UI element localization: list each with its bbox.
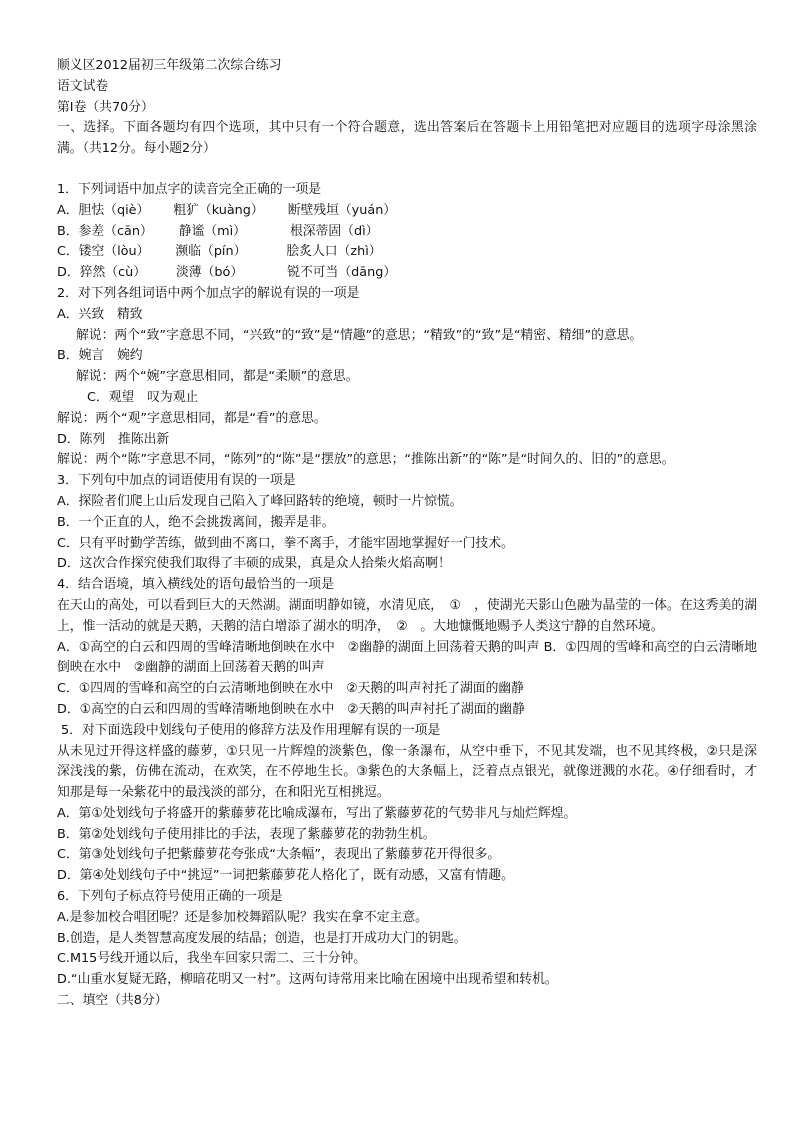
- q3-option-d: D．这次合作探究使我们取得了丰硕的成果，真是众人拾柴火焰高啊！: [57, 556, 451, 572]
- q6-stem: 6．下列句子标点符号使用正确的一项是: [57, 889, 283, 905]
- q3-option-a: A．探险者们爬上山后发现自己陷入了峰回路转的绝境，顿时一片惊慌。: [57, 493, 463, 509]
- q6-option-b: B.创造，是人类智慧高度发展的结晶；创造，也是打开成功大门的钥匙。: [57, 930, 467, 946]
- q1-option-b: B．参差（cān） 静谧（mì） 根深蒂固（dì）: [57, 223, 379, 239]
- q1-option-a: A．胆怯（qiè） 粗犷（kuàng） 断壁残垣（yuán）: [57, 202, 397, 218]
- q4-options-ab: A．①高空的白云和四周的雪峰清晰地倒映在水中 ②幽静的湖面上回荡着天鹅的叫声 B．①四周的雪峰和高空的白云清晰地倒映在水中 ②幽静的湖面上回荡着天鹅的叫声: [57, 639, 757, 676]
- q2-stem: 2．对下列各组词语中两个加点字的解说有误的一项是: [57, 285, 360, 301]
- exam-district-title: 顺义区2012届初三年级第二次综合练习: [57, 58, 282, 73]
- q2-option-d: D．陈列 推陈出新: [57, 431, 170, 447]
- q2-option-b: B．婉言 婉约: [57, 348, 143, 364]
- exam-page: [57, 56, 757, 1012]
- q6-option-c: C.M15号线开通以后，我坐车回家只需二、三十分钟。: [57, 951, 367, 967]
- q3-option-b: B．一个正直的人，绝不会挑拨离间，搬弄是非。: [57, 514, 335, 530]
- section2-title: 二、填空（共8分）: [57, 993, 168, 1009]
- q5-option-b: B．第②处划线句子使用排比的手法，表现了紫藤萝花的勃勃生机。: [57, 826, 436, 842]
- q4-stem: 4．结合语境，填入横线处的语句最恰当的一项是: [57, 577, 334, 593]
- q4-option-c: C．①四周的雪峰和高空的白云清晰地倒映在水中 ②天鹅的叫声衬托了湖面的幽静: [57, 681, 524, 697]
- q1-stem: 1．下列词语中加点字的读音完全正确的一项是: [57, 181, 322, 197]
- q2-option-d-explanation: 解说：两个“陈”字意思不同，“陈列”的“陈”是“摆放”的意思；“推陈出新”的“陈”是“时间久的、旧的”的意思。: [57, 452, 675, 468]
- q5-option-a: A．第①处划线句子将盛开的紫藤萝花比喻成瀑布，写出了紫藤萝花的气势非凡与灿烂辉煌。: [57, 805, 577, 821]
- q3-stem: 3．下列句中加点的词语使用有误的一项是: [57, 473, 296, 489]
- q1-option-c: C．镂空（lòu） 濒临（pín） 脍炙人口（zhì）: [57, 244, 382, 260]
- q2-option-a-explanation: 解说：两个“致”字意思不同，“兴致”的“致”是“情趣”的意思；“精致”的“致”是“精密、精细”的意思。: [76, 327, 643, 343]
- q4-passage: 在天山的高处，可以看到巨大的天然湖。湖面明静如镜，水清见底， ① ，使湖光天影山色融为晶莹的一体。在这秀美的湖上，惟一活动的就是天鹅，天鹅的洁白增添了湖水的明净， ② 。大地慷慨地赐予人类这宁静的自然环境。: [57, 597, 757, 634]
- q5-option-d: D．第④处划线句子中“挑逗”一词把紫藤萝花人格化了，既有动感，又富有情趣。: [57, 868, 514, 884]
- exam-subject-title: 语文试卷: [57, 78, 109, 94]
- q5-option-c: C．第③处划线句子把紫藤萝花夸张成“大条幅”，表现出了紫藤萝花开得很多。: [57, 847, 501, 863]
- q6-option-d: D.“山重水复疑无路，柳暗花明又一村”。这两句诗常用来比喻在困境中出现希望和转机。: [57, 972, 558, 988]
- q1-option-d: D．猝然（cù） 淡薄（bó） 锐不可当（dāng）: [57, 265, 397, 281]
- blank-line: [57, 160, 757, 180]
- paper-part-title: 第Ⅰ卷（共70分）: [57, 99, 154, 115]
- q5-passage: 从未见过开得这样盛的藤萝，①只见一片辉煌的淡紫色，像一条瀑布，从空中垂下，不见其发端，也不见其终极，②只是深深浅浅的紫，仿佛在流动，在欢笑，在不停地生长。③紫色的大条幅上，泛着点点银光，就像迸溅的水花。④仔细看时，才知那是每一朵紫花中的最浅淡的部分，在和阳光互相挑逗。: [57, 743, 757, 801]
- q2-option-c-explanation: 解说：两个“观”字意思相同，都是“看”的意思。: [57, 410, 327, 426]
- q4-option-d: D．①高空的白云和四周的雪峰清晰地倒映在水中 ②天鹅的叫声衬托了湖面的幽静: [57, 701, 525, 717]
- q2-option-c: C．观望 叹为观止: [87, 389, 199, 405]
- q3-option-c: C．只有平时勤学苦练，做到曲不离口，拳不离手，才能牢固地掌握好一门技术。: [57, 535, 514, 551]
- q6-option-a: A.是参加校合唱团呢？还是参加校舞蹈队呢？我实在拿不定主意。: [57, 909, 428, 925]
- q2-option-b-explanation: 解说：两个“婉”字意思相同，都是“柔顺”的意思。: [76, 369, 359, 385]
- q5-stem: 5．对下面选段中划线句子使用的修辞方法及作用理解有误的一项是: [61, 722, 441, 738]
- q2-option-a: A．兴致 精致: [57, 306, 143, 322]
- section1-instructions: 一、选择。下面各题均有四个选项，其中只有一个符合题意，选出答案后在答题卡上用铅笔把对应题目的选项字母涂黑涂满。（共12分。每小题2分）: [57, 120, 757, 157]
